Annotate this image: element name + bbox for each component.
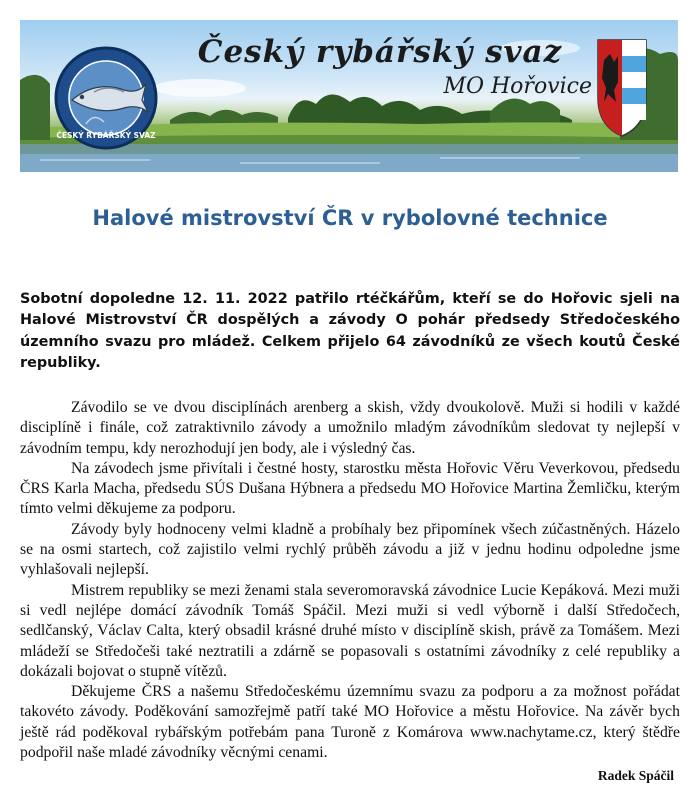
article-paragraph: Závody byly hodnoceny velmi kladně a probíhaly bez připomínek všech zúčastněných. Házelo se na osmi startech, což zajistilo velmi rychlý průběh závodu a již v jednu hodinu odpoledne jsme vyhlašovali nejlepší. [20,520,680,579]
article-paragraph: Děkujeme ČRS a našemu Středočeskému územnímu svazu za podporu a za možnost pořádat takovéto závody. Poděkování samozřejmě patří také MO Hořovice a městu Hořovice. Na závěr bych ještě rád poděkoval rybářským potřebám pana Turoně z Komárova www.nachytame.cz, který štědře podpořil naše mladé závodníky věcnými cenami. [20,683,680,762]
association-title: Český rybářský svaz [197,34,563,70]
article-paragraph: Na závodech jsme přivítali i čestné hosty, starostku města Hořovic Věru Veverkovou, předsedu ČRS Karla Macha, předsedu SÚS Dušana Hýbnera a předsedu MO Hořovice Martina Žemličku, kterým tímto velmi děkujeme za podporu. [20,459,680,518]
article-paragraph: Mistrem republiky se mezi ženami stala severomoravská závodnice Lucie Kepáková. Mezi muži si vedl nejlépe domácí závodník Tomáš Spáčil. Mezi muži si vedl výborně i další Středočech, sedlčanský, Václav Calta, který obsadil krásné druhé místo v disciplíně skish, právě za Tomášem. Mezi mládeží se Středočeši také neztratili a zdárně se popasovali s ostatními závodníky z celé republiky a dokázali bojovat o stupně vítězů. [20,581,680,680]
author-signature: Radek Spáčil [597,768,674,783]
branch-subtitle: MO Hořovice [443,74,592,99]
article-headline: Halové mistrovství ČR v rybolovné technice [92,206,608,230]
coat-of-arms-icon [596,38,648,138]
article-lead: Sobotní dopoledne 12. 11. 2022 patřilo rtéčkářům, kteří se do Hořovic sjeli na Halové Mistrovství ČR dospělých a závody O pohár předsedy Středočeského územního svazu pro mládež. Celkem přijelo 64 závodníků ze všech koutů České republiky. [20,291,680,372]
article-body [20,398,680,763]
article-paragraph: Závodilo se ve dvou disciplínách arenberg a skish, vždy dvoukolově. Muži si hodili v každé disciplíně i finále, což zatraktivnilo závody a umožnilo mladým závodníkům sledovat ty nejlepší v závodním tempu, kdy nerozhodují jen body, ale i výsledný čas. [20,399,680,457]
logo-label: ČESKÝ RYBÁŘSKÝ SVAZ [56,131,156,140]
header-banner [20,20,678,172]
crs-logo [54,46,158,150]
